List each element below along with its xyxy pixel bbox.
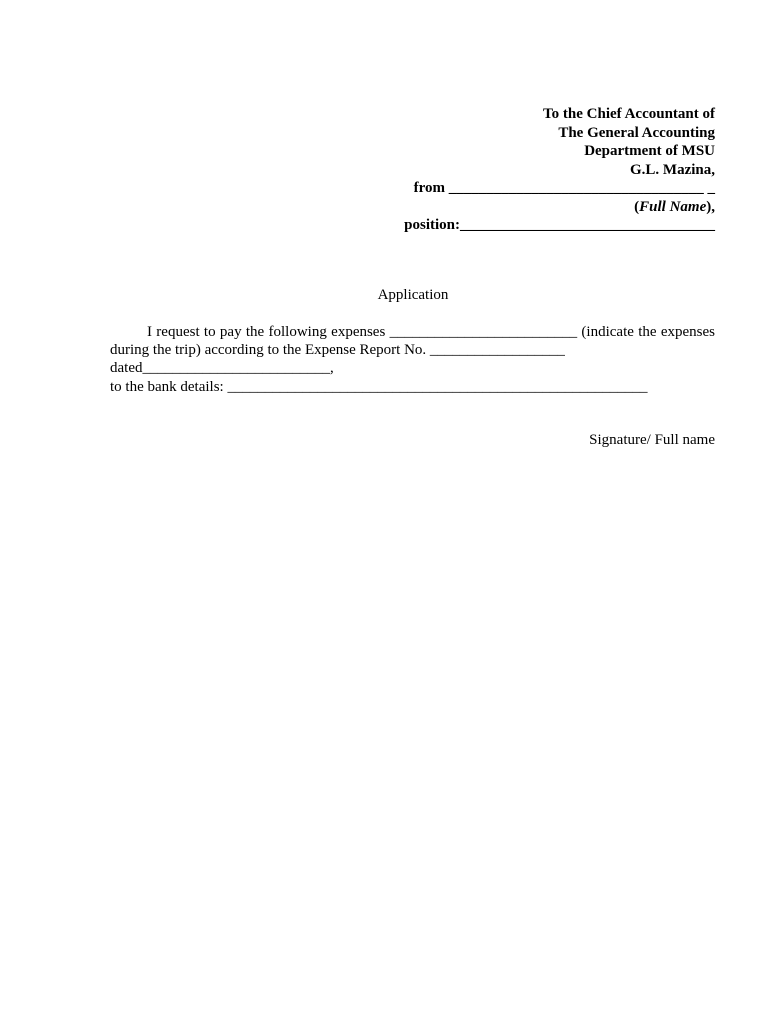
addressee-line-3: Department of MSU	[584, 143, 715, 159]
signature-label: Signature/ Full name	[589, 432, 715, 448]
position-field[interactable]: position:__________________________________	[404, 217, 715, 233]
request-paragraph[interactable]: I request to pay the following expenses _________________________ (indicate the expenses during the trip) according to the Expense Report No. __________________	[110, 324, 715, 359]
full-name-hint	[404, 198, 715, 217]
addressee-line-4: G.L. Mazina,	[630, 161, 715, 178]
addressee-line-2: The General Accounting	[558, 124, 715, 141]
bank-details-field[interactable]: to the bank details: ________________________________________________________	[110, 378, 648, 395]
addressee-line-1: To the Chief Accountant of	[543, 106, 715, 122]
full-name-label: Full Name	[639, 198, 707, 215]
application-body	[110, 323, 715, 396]
from-field[interactable]: from __________________________________ _	[413, 180, 715, 196]
full-name-paren-close: ),	[706, 198, 715, 215]
addressee-block	[404, 105, 715, 235]
full-name-paren-open: (	[634, 198, 640, 215]
dated-field[interactable]: dated_________________________,	[110, 360, 334, 377]
document-title: Application	[377, 287, 449, 303]
